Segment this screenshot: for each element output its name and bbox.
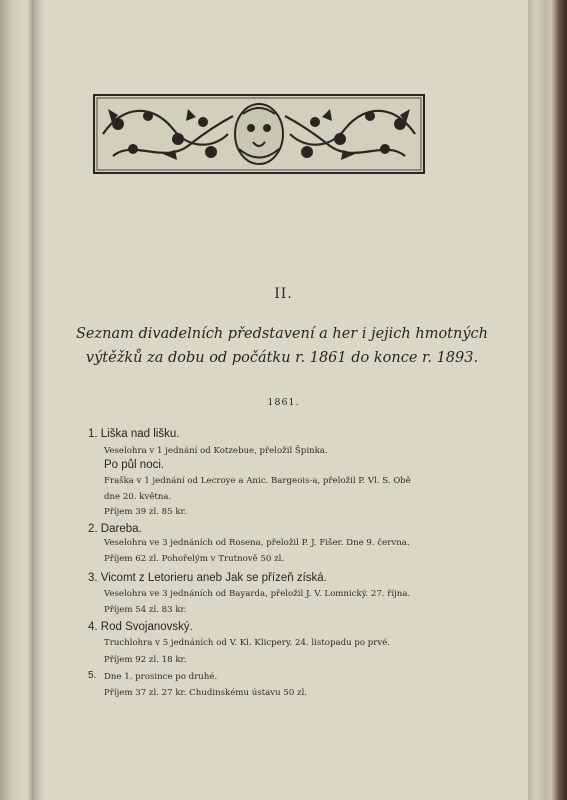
section-title-line-2: výtěžků za dobu od počátku r. 1861 do konce r. 1893. bbox=[85, 350, 479, 366]
section-number: II. bbox=[274, 286, 293, 302]
entry-detail: Příjem 92 zl. 18 kr. bbox=[104, 655, 187, 665]
entry-detail: Veselohra ve 3 jednáních od Rosena, přeložil P. J. Fišer. Dne 9. června. bbox=[104, 538, 410, 548]
entry-detail: Příjem 62 zl. Pohořelým v Trutnově 50 zl. bbox=[104, 554, 285, 564]
entry-detail: Fraška v 1 jednání od Lecroye a Anic. Bargeois-a, přeložil P. Vl. S. Obě bbox=[104, 476, 411, 486]
entry-title: 1. Liška nad lišku. bbox=[88, 428, 180, 440]
section-title-line-1: Seznam divadelních představení a her i jejich hmotných bbox=[75, 326, 489, 342]
entry-detail: Truchlohra v 5 jednáních od V. Kl. Klicpery. 24. listopadu po prvé. bbox=[104, 638, 391, 648]
entry-title: 5. bbox=[88, 670, 97, 681]
entry-detail: Příjem 39 zl. 85 kr. bbox=[104, 507, 187, 517]
entry-title: 3. Vicomt z Letorieru aneb Jak se přízeň získá. bbox=[88, 572, 327, 584]
entry-detail: dne 20. května. bbox=[104, 492, 172, 502]
entry-title: 4. Rod Svojanovský. bbox=[88, 621, 193, 633]
lion-mask bbox=[235, 104, 283, 164]
entry-detail: Příjem 37 zl. 27 kr. Chudinskému ústavu 50 zl. bbox=[104, 688, 308, 698]
entry-title: Po půl noci. bbox=[104, 459, 165, 471]
ornamental-headpiece bbox=[93, 94, 425, 174]
entry-detail: Veselohra v 1 jednání od Kotzebue, přeložil Špinka. bbox=[104, 446, 328, 456]
entry-title: 2. Dareba. bbox=[88, 523, 142, 535]
year-heading: 1861. bbox=[267, 397, 300, 408]
entry-detail: Příjem 54 zl. 83 kr. bbox=[104, 605, 187, 615]
entry-detail: Dne 1. prosince po druhé. bbox=[104, 672, 218, 682]
entry-detail: Veselohra ve 3 jednáních od Bayarda, přeložil J. V. Lomnický. 27. října. bbox=[104, 589, 411, 599]
